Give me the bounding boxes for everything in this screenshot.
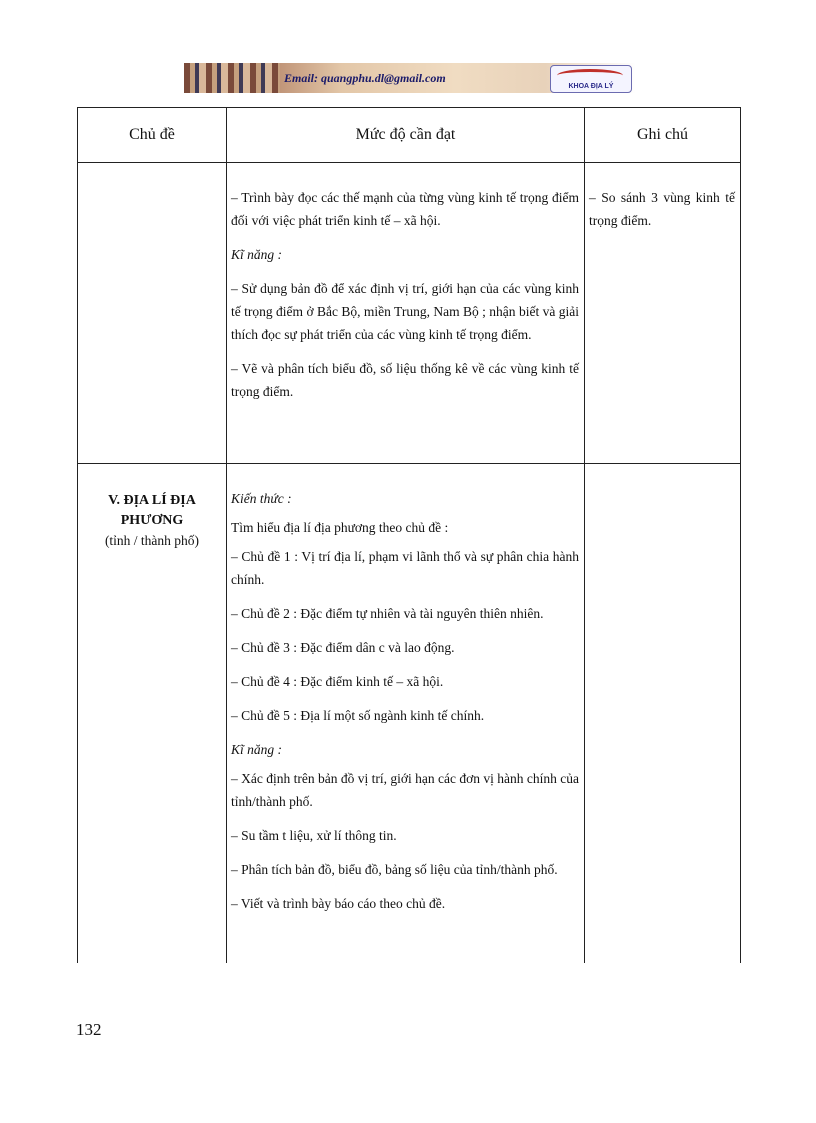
- content-line: – Chủ đề 3 : Đặc điểm dân c và lao động.: [231, 640, 455, 655]
- header-topic: Chủ đề: [78, 108, 227, 163]
- table-header-row: [78, 108, 741, 163]
- content-line: – Vẽ và phân tích biểu đồ, số liệu thống kê về các vùng kinh tế trọng điểm.: [231, 361, 579, 399]
- header-email: Email: quangphu.dl@gmail.com: [284, 71, 446, 85]
- content-cell: [227, 163, 585, 464]
- topic-title: V. ĐỊA LÍ ĐỊA PHƯƠNG: [108, 493, 196, 528]
- logo-text: KHOA ĐỊA LÝ: [568, 83, 614, 90]
- topic-cell: [78, 163, 227, 464]
- logo-swoosh-icon: [557, 69, 623, 82]
- content-line: – Phân tích bản đồ, biểu đồ, bảng số liệu của tỉnh/thành phố.: [231, 862, 558, 877]
- note-text: – So sánh 3 vùng kinh tế trọng điểm.: [589, 190, 735, 228]
- skills-heading: Kĩ năng :: [231, 742, 283, 757]
- content-line: – Sử dụng bản đồ để xác định vị trí, giới hạn của các vùng kinh tế trọng điểm ở Bắc Bộ, miền Trung, Nam Bộ ; nhận biết và giải thích đọc sự phát triển của các vùng kinh tế trọng điểm.: [231, 281, 579, 342]
- page-number: 132: [76, 1020, 102, 1039]
- topic-cell: [78, 464, 227, 964]
- content-cell: [227, 464, 585, 964]
- banner-photo: [184, 63, 280, 93]
- content-line: – Su tầm t liệu, xử lí thông tin.: [231, 828, 397, 843]
- content-line: – Chủ đề 2 : Đặc điểm tự nhiên và tài nguyên thiên nhiên.: [231, 606, 544, 621]
- content-line: – Chủ đề 4 : Đặc điểm kinh tế – xã hội.: [231, 674, 444, 689]
- content-line: – Chủ đề 1 : Vị trí địa lí, phạm vi lãnh thổ và sự phân chia hành chính.: [231, 549, 579, 587]
- curriculum-table: [77, 107, 741, 963]
- content-line: – Xác định trên bản đồ vị trí, giới hạn các đơn vị hành chính của tỉnh/thành phố.: [231, 771, 579, 809]
- header-note: Ghi chú: [585, 108, 741, 163]
- skills-heading: Kĩ năng :: [231, 247, 283, 262]
- knowledge-heading: Kiến thức :: [231, 491, 292, 506]
- content-line: – Viết và trình bày báo cáo theo chủ đề.: [231, 896, 446, 911]
- faculty-logo: [550, 65, 632, 93]
- topic-subtitle: (tỉnh / thành phố): [104, 533, 200, 548]
- table-row: [78, 464, 741, 964]
- content-line: Tìm hiểu địa lí địa phương theo chủ đề :: [231, 520, 449, 535]
- note-cell: [585, 464, 741, 964]
- content-line: – Chủ đề 5 : Địa lí một số ngành kinh tế chính.: [231, 708, 485, 723]
- header-banner: [184, 63, 636, 93]
- content-line: – Trình bày đọc các thế mạnh của từng vùng kinh tế trọng điểm đối với việc phát triển kinh tế – xã hội.: [231, 190, 579, 228]
- header-requirement: Mức độ cần đạt: [227, 108, 585, 163]
- table-row: [78, 163, 741, 464]
- note-cell: [585, 163, 741, 464]
